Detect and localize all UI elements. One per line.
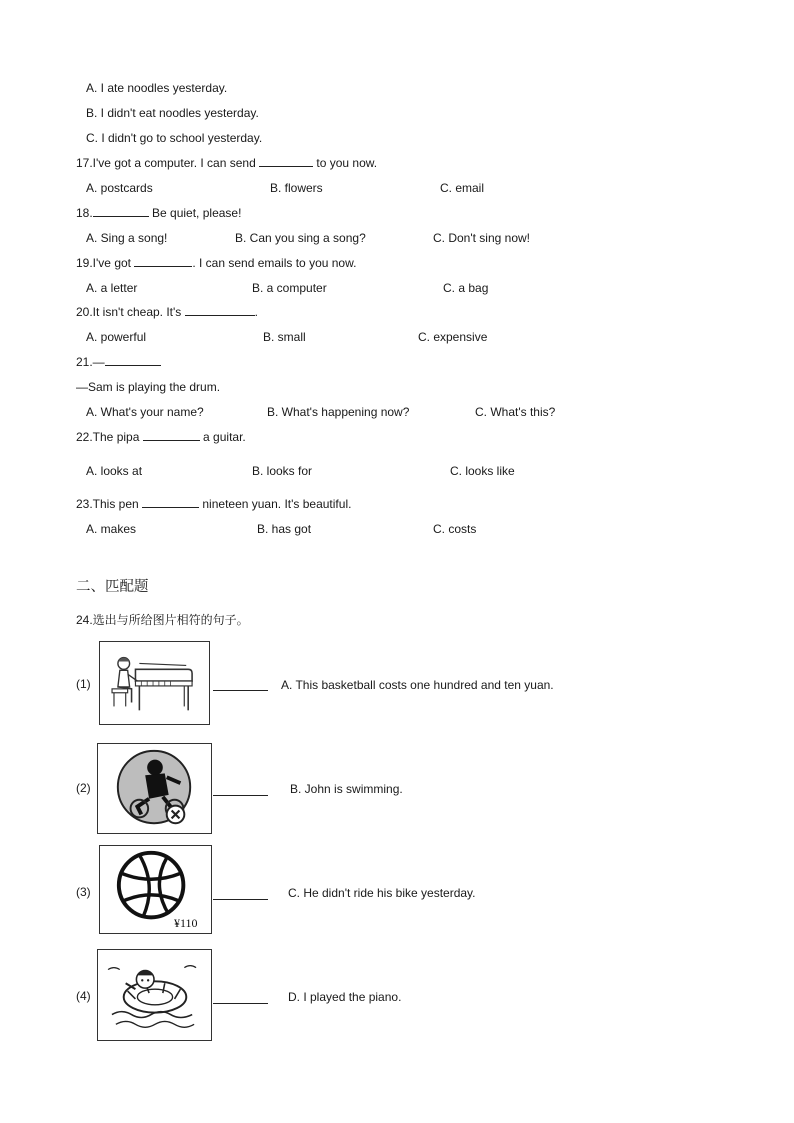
match-option-b: B. John is swimming.	[290, 782, 403, 796]
piano-player-icon	[99, 641, 210, 725]
section-instruction: 24.选出与所给图片相符的句子。	[76, 613, 249, 627]
q18-option-c: C. Don't sing now!	[433, 231, 531, 245]
answer-blank[interactable]	[93, 205, 149, 217]
match-option-d: D. I played the piano.	[288, 990, 402, 1004]
question-23: 23.This pen nineteen yuan. It's beautiful.	[76, 497, 352, 511]
answer-blank[interactable]	[213, 1003, 268, 1004]
answer-blank[interactable]	[259, 155, 313, 167]
q16-option-a: A. I ate noodles yesterday.	[86, 81, 228, 95]
q23-option-a: A. makes	[86, 522, 137, 536]
question-19: 19.I've got . I can send emails to you now.	[76, 256, 357, 270]
q17-option-a: A. postcards	[86, 181, 153, 195]
q21-option-c: C. What's this?	[475, 405, 556, 419]
q18-option-a: A. Sing a song!	[86, 231, 168, 245]
no-bike-riding-icon	[97, 743, 212, 834]
section-heading: 二、匹配题	[76, 579, 149, 595]
match-option-a: A. This basketball costs one hundred and ten yuan.	[281, 678, 554, 692]
q17-option-c: C. email	[440, 181, 485, 195]
q21-option-a: A. What's your name?	[86, 405, 204, 419]
q16-option-c: C. I didn't go to school yesterday.	[86, 131, 263, 145]
item-number: (1)	[76, 677, 91, 691]
price-label: ¥110	[174, 916, 198, 930]
q17-option-b: B. flowers	[270, 181, 323, 195]
q16-option-b: B. I didn't eat noodles yesterday.	[86, 106, 259, 120]
q20-option-a: A. powerful	[86, 330, 147, 344]
item-number: (3)	[76, 885, 91, 899]
question-22: 22.The pipa a guitar.	[76, 430, 246, 444]
answer-blank[interactable]	[185, 304, 255, 316]
answer-blank[interactable]	[134, 255, 192, 267]
item-number: (2)	[76, 781, 91, 795]
answer-blank[interactable]	[213, 690, 268, 691]
q21-response: —Sam is playing the drum.	[76, 380, 221, 394]
question-20: 20.It isn't cheap. It's .	[76, 305, 258, 319]
q21-option-b: B. What's happening now?	[267, 405, 410, 419]
answer-blank[interactable]	[213, 899, 268, 900]
q23-option-b: B. has got	[257, 522, 312, 536]
q20-option-b: B. small	[263, 330, 306, 344]
q19-option-c: C. a bag	[443, 281, 489, 295]
q18-option-b: B. Can you sing a song?	[235, 231, 366, 245]
q22-option-a: A. looks at	[86, 464, 143, 478]
q23-option-c: C. costs	[433, 522, 477, 536]
q19-option-a: A. a letter	[86, 281, 138, 295]
q19-option-b: B. a computer	[252, 281, 327, 295]
q20-option-c: C. expensive	[418, 330, 488, 344]
q22-option-b: B. looks for	[252, 464, 313, 478]
swimmer-icon	[97, 949, 212, 1041]
answer-blank[interactable]	[142, 496, 199, 508]
question-17: 17.I've got a computer. I can send to you now.	[76, 156, 378, 170]
q22-option-c: C. looks like	[450, 464, 515, 478]
question-18: 18. Be quiet, please!	[76, 206, 242, 220]
basketball-icon	[99, 845, 212, 934]
answer-blank[interactable]	[143, 429, 200, 441]
item-number: (4)	[76, 989, 91, 1003]
answer-blank[interactable]	[213, 795, 268, 796]
match-option-c: C. He didn't ride his bike yesterday.	[288, 886, 476, 900]
question-21: 21.—	[76, 354, 161, 370]
answer-blank[interactable]	[105, 354, 161, 366]
